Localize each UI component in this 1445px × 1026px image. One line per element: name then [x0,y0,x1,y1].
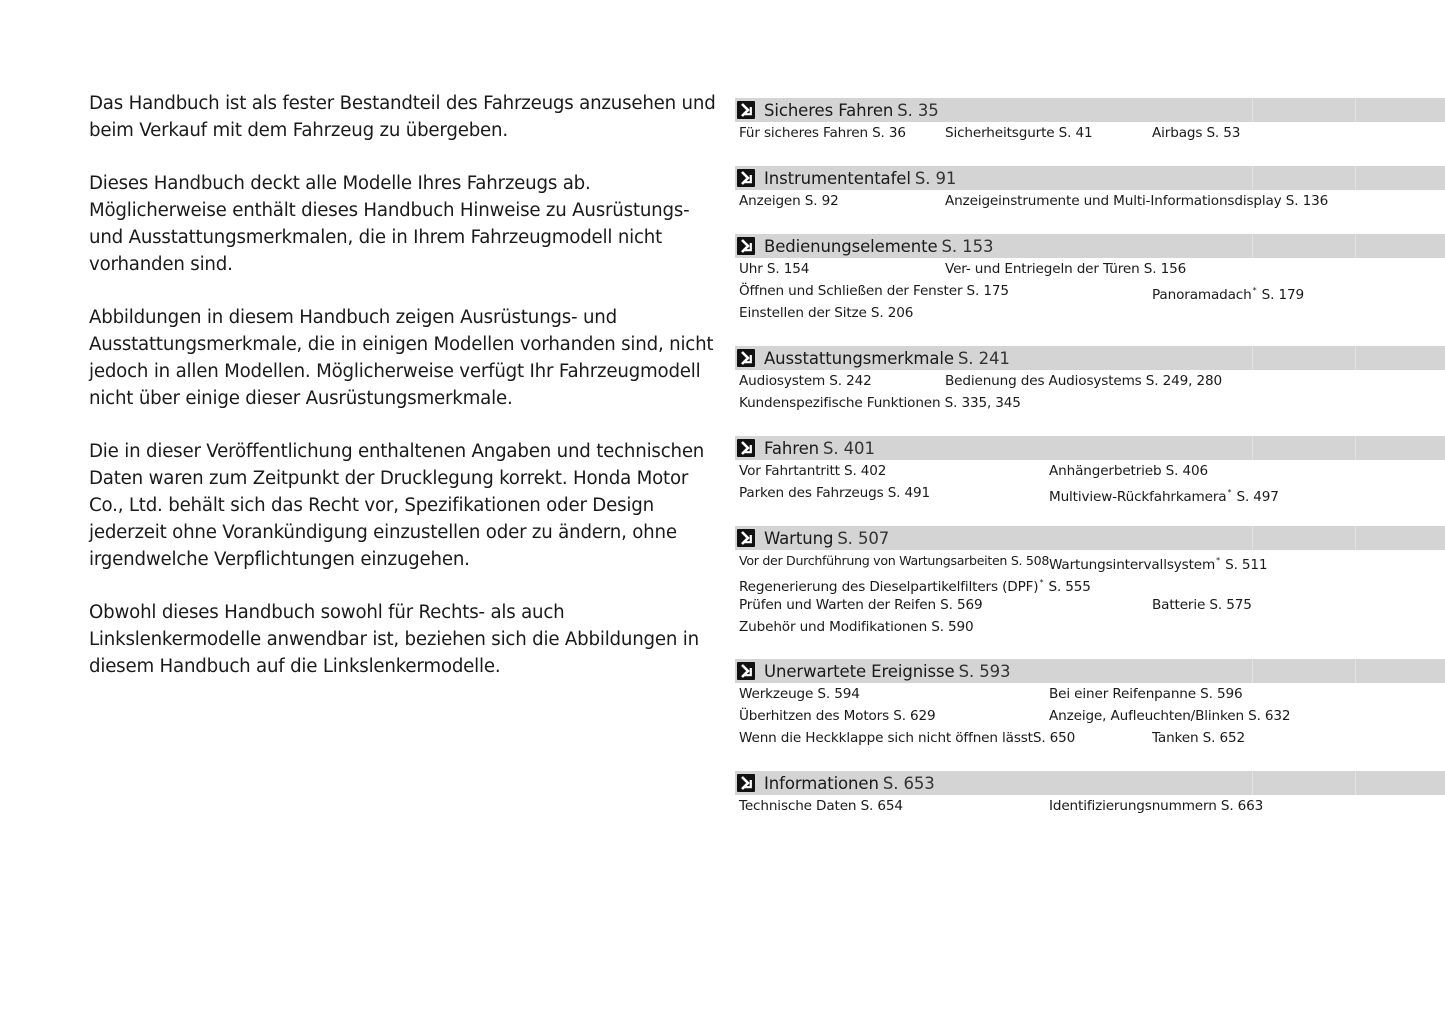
toc-section [735,436,1445,504]
section-header[interactable] [735,659,1445,683]
toc-entry[interactable]: Zubehör und Modifikationen S. 590 [739,619,974,635]
toc-entry[interactable]: Identifizierungsnummern S. 663 [1049,798,1264,814]
toc-row [735,594,1445,616]
toc-entry[interactable]: Vor Fahrtantritt S. 402 [739,463,887,479]
toc-entry[interactable]: Batterie S. 575 [1152,597,1252,613]
toc-row [735,705,1445,727]
toc-entry[interactable]: Technische Daten S. 654 [739,798,903,814]
toc-section [735,346,1445,414]
toc-entry[interactable]: Sicherheitsgurte S. 41 [945,125,1093,141]
toc-entry[interactable]: Regenerierung des Dieselpartikelfilters (DPF)* S. 555 [739,578,1091,595]
arrow-right-icon [737,774,755,792]
toc-entry[interactable]: Werkzeuge S. 594 [739,686,860,702]
toc-entry[interactable]: Kundenspezifische Funktionen S. 335, 345 [739,395,1021,411]
section-header[interactable] [735,436,1445,460]
toc-row [735,460,1445,482]
arrow-right-icon [737,349,755,367]
toc-row [735,482,1445,504]
section-title: Informationen [764,774,879,793]
toc-row [735,727,1445,749]
toc-entry[interactable]: Anhängerbetrieb S. 406 [1049,463,1208,479]
toc-entry[interactable]: Parken des Fahrzeugs S. 491 [739,485,931,501]
arrow-right-icon [737,101,755,119]
toc-row [735,683,1445,705]
section-page: S. 91 [914,169,957,188]
toc-entry[interactable]: Multiview-Rückfahrkamera* S. 497 [1049,488,1279,505]
intro-paragraph: Das Handbuch ist als fester Bestandteil des Fahrzeugs anzusehen und beim Verkauf mit dem Fahrzeug zu übergeben. [89,93,716,141]
section-page: S. 35 [897,101,939,120]
toc-entry[interactable]: Öffnen und Schließen der Fenster S. 175 [739,283,1009,299]
toc-row [735,258,1445,280]
toc-entry[interactable]: Ver- und Entriegeln der Türen S. 156 [945,261,1187,277]
section-header[interactable] [735,166,1445,190]
toc-entry[interactable]: Panoramadach* S. 179 [1152,286,1304,303]
toc-entry[interactable]: Tanken S. 652 [1152,730,1245,746]
footnote-mark: * [1252,286,1257,295]
toc-entry[interactable]: Anzeigen S. 92 [739,193,839,209]
section-title: Ausstattungsmerkmale [764,349,954,368]
toc-entry[interactable]: Bei einer Reifenpanne S. 596 [1049,686,1243,702]
section-title: Fahren [764,439,819,458]
toc-row [735,302,1445,324]
toc-row [735,550,1445,572]
toc-row [735,370,1445,392]
section-title: Bedienungselemente [764,237,938,256]
intro-text [89,91,724,707]
section-header[interactable] [735,346,1445,370]
section-title: Sicheres Fahren [764,101,894,120]
section-title: Instrumententafel [764,169,911,188]
footnote-mark: * [1216,556,1220,565]
section-page: S. 507 [837,529,890,548]
intro-paragraph: Die in dieser Veröffentlichung enthaltenen Angaben und technischen Daten waren zum Zeitpunkt der Drucklegung korrekt. Honda Motor Co., Ltd. behält sich das Recht vor, Spezifikationen oder Design jederzeit ohne Vorankündigung einzustellen oder zu ändern, ohne irgendwelche Verpflichtungen einzugehen. [89,441,705,570]
toc-entry[interactable]: Airbags S. 53 [1152,125,1241,141]
toc-entry[interactable]: Für sicheres Fahren S. 36 [739,125,906,141]
arrow-right-icon [737,662,755,680]
toc-row [735,122,1445,144]
toc-entry[interactable]: Prüfen und Warten der Reifen S. 569 [739,597,983,613]
intro-paragraph: Dieses Handbuch deckt alle Modelle Ihres Fahrzeugs ab. Möglicherweise enthält dieses Handbuch Hinweise zu Ausrüstungs- und Ausstattungsmerkmalen, die in Ihrem Fahrzeugmodell nicht vorhanden sind. [89,173,690,275]
toc-row [735,392,1445,414]
section-title: Wartung [764,529,834,548]
toc-entry[interactable]: Bedienung des Audiosystems S. 249, 280 [945,373,1222,389]
section-header[interactable] [735,526,1445,550]
section-header[interactable] [735,771,1445,795]
intro-paragraph: Obwohl dieses Handbuch sowohl für Rechts- als auch Linkslenkermodelle anwendbar ist, beziehen sich die Abbildungen in diesem Handbuch auf die Linkslenkermodelle. [89,602,699,677]
footnote-mark: * [1039,578,1044,587]
toc-section [735,659,1445,749]
arrow-right-icon [737,237,755,255]
toc-row [735,190,1445,212]
section-page: S. 241 [957,349,1010,368]
toc-section [735,98,1445,144]
toc-row [735,795,1445,817]
arrow-right-icon [737,169,755,187]
toc-entry[interactable]: Überhitzen des Motors S. 629 [739,708,936,724]
section-title: Unerwartete Ereignisse [764,662,955,681]
footnote-mark: * [1227,488,1232,497]
toc-section [735,526,1445,638]
toc-section [735,771,1445,817]
toc-entry[interactable]: Einstellen der Sitze S. 206 [739,305,914,321]
toc-row [735,616,1445,638]
toc-section [735,166,1445,212]
section-page: S. 593 [958,662,1011,681]
toc-entry[interactable]: Anzeigeinstrumente und Multi-Informationsdisplay S. 136 [945,193,1329,209]
toc-entry[interactable]: Anzeige, Aufleuchten/Blinken S. 632 [1049,708,1291,724]
section-header[interactable] [735,98,1445,122]
arrow-right-icon [737,529,755,547]
toc-row [735,280,1445,302]
toc-entry[interactable]: Wartungsintervallsystem* S. 511 [1049,556,1268,573]
toc-row [735,572,1445,594]
toc-entry[interactable]: Audiosystem S. 242 [739,373,872,389]
section-header[interactable] [735,234,1445,258]
section-page: S. 653 [882,774,935,793]
toc-entry[interactable]: Uhr S. 154 [739,261,810,277]
toc-entry[interactable]: Vor der Durchführung von Wartungsarbeiten S. 508 [739,553,1050,568]
toc-section [735,234,1445,324]
section-page: S. 153 [941,237,994,256]
arrow-right-icon [737,439,755,457]
section-page: S. 401 [822,439,875,458]
toc-entry[interactable]: Wenn die Heckklappe sich nicht öffnen lässtS. 650 [739,730,1076,746]
intro-paragraph: Abbildungen in diesem Handbuch zeigen Ausrüstungs- und Ausstattungsmerkmale, die in einigen Modellen vorhanden sind, nicht jedoch in allen Modellen. Möglicherweise verfügt Ihr Fahrzeugmodell nicht über einige dieser Ausrüstungsmerkmale. [89,307,714,409]
